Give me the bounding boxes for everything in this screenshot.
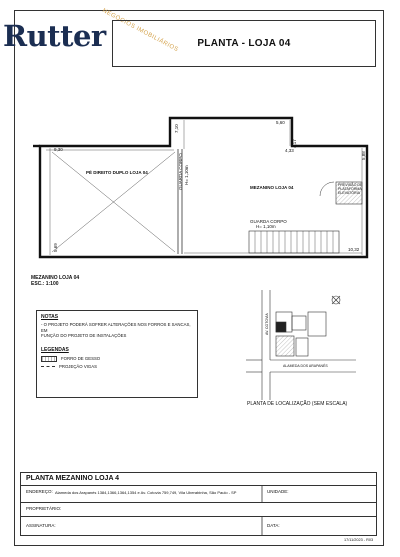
dim-710: 7,10 — [174, 124, 179, 133]
plan-scale: ESC.: 1:100 — [31, 281, 59, 287]
label-guarda-corpo-h: H= 1,10m — [256, 224, 276, 229]
dim-1032: 10,32 — [348, 247, 360, 252]
brand-logo: Rutter — [3, 19, 106, 53]
titleblock-heading-text: PLANTA MEZANINO LOJA 4 — [26, 475, 120, 482]
notes-title: NOTAS — [41, 314, 59, 320]
label-mezanino: MEZANINO LOJA 04 — [250, 185, 294, 190]
titleblock-row-proprietario — [20, 503, 377, 517]
outer-wall — [40, 118, 367, 257]
forro-swatch — [41, 356, 57, 362]
titleblock-heading — [20, 472, 377, 486]
vigas-swatch — [41, 366, 55, 367]
dim-569: 5,69 — [53, 243, 58, 252]
notes-box — [36, 310, 198, 398]
label-guarda-corpo-vertical-h: H= 1,10m — [184, 165, 189, 185]
dim-930: 9,30 — [54, 147, 63, 152]
label-guarda-corpo: GUARDA CORPO — [250, 219, 287, 224]
footer-date: 17/11/2023 - R03 — [344, 538, 374, 542]
label-plataforma: PREVISÃO DE PLATAFORMA ELEVATÓRIA — [338, 183, 363, 196]
stair — [249, 231, 339, 253]
dim-588: 5,88 — [361, 151, 366, 160]
titleblock-row-assinatura — [20, 517, 377, 536]
plan-caption: MEZANINO LOJA 04 — [31, 275, 80, 281]
legend-row-vigas — [41, 364, 193, 370]
data-label: DATA: — [267, 523, 280, 528]
notes-line-2: FUNÇÃO DO PROJETO DE INSTALAÇÕES — [41, 333, 127, 339]
dim-417: 4,17 — [292, 139, 297, 148]
legend-vigas-label: PROJEÇÃO VIGAS — [59, 363, 97, 369]
page-title-text: PLANTA - LOJA 04 — [197, 38, 291, 49]
endereco-label: ENDEREÇO: — [26, 489, 53, 494]
proprietario-label: PROPRIETÁRIO: — [26, 506, 62, 511]
unidade-label: UNIDADE: — [267, 489, 289, 494]
legend-forro-label: FORRO DE GESSO — [61, 355, 101, 361]
brand-tagline: NEGÓCIOS IMOBILIÁRIOS — [101, 8, 180, 54]
label-guarda-corpo-vertical: GUARDA CORPO — [178, 153, 183, 190]
notes-line-1: - O PROJETO PODERÁ SOFRER ALTERAÇÕES NOS FORROS E SANCAS, EM — [41, 321, 191, 333]
legend-row-forro — [41, 356, 193, 362]
titleblock-row-endereco — [20, 486, 377, 503]
endereco-value: Alameda dos Arapanés 1384,1366,1364,1354 e Av. Cotovia 759,749, Vila Uberabinha, São Paulo - SP — [55, 490, 237, 495]
location-map — [246, 290, 356, 400]
location-caption: PLANTA DE LOCALIZAÇÃO (SEM ESCALA) — [247, 401, 348, 407]
assinatura-label: ASSINATURA: — [26, 523, 56, 528]
location-street-arapanes: ALAMEDA DOS ARAPANÉS — [283, 364, 328, 368]
legend-title: LEGENDAS — [41, 347, 69, 354]
dim-560: 5,60 — [276, 120, 285, 125]
dim-433: 4,33 — [285, 148, 294, 153]
location-street-cotovia: AV. COTOVIA — [265, 313, 269, 335]
label-pe-direito: PÉ DIREITO DUPLO LOJA 04 — [86, 170, 148, 175]
